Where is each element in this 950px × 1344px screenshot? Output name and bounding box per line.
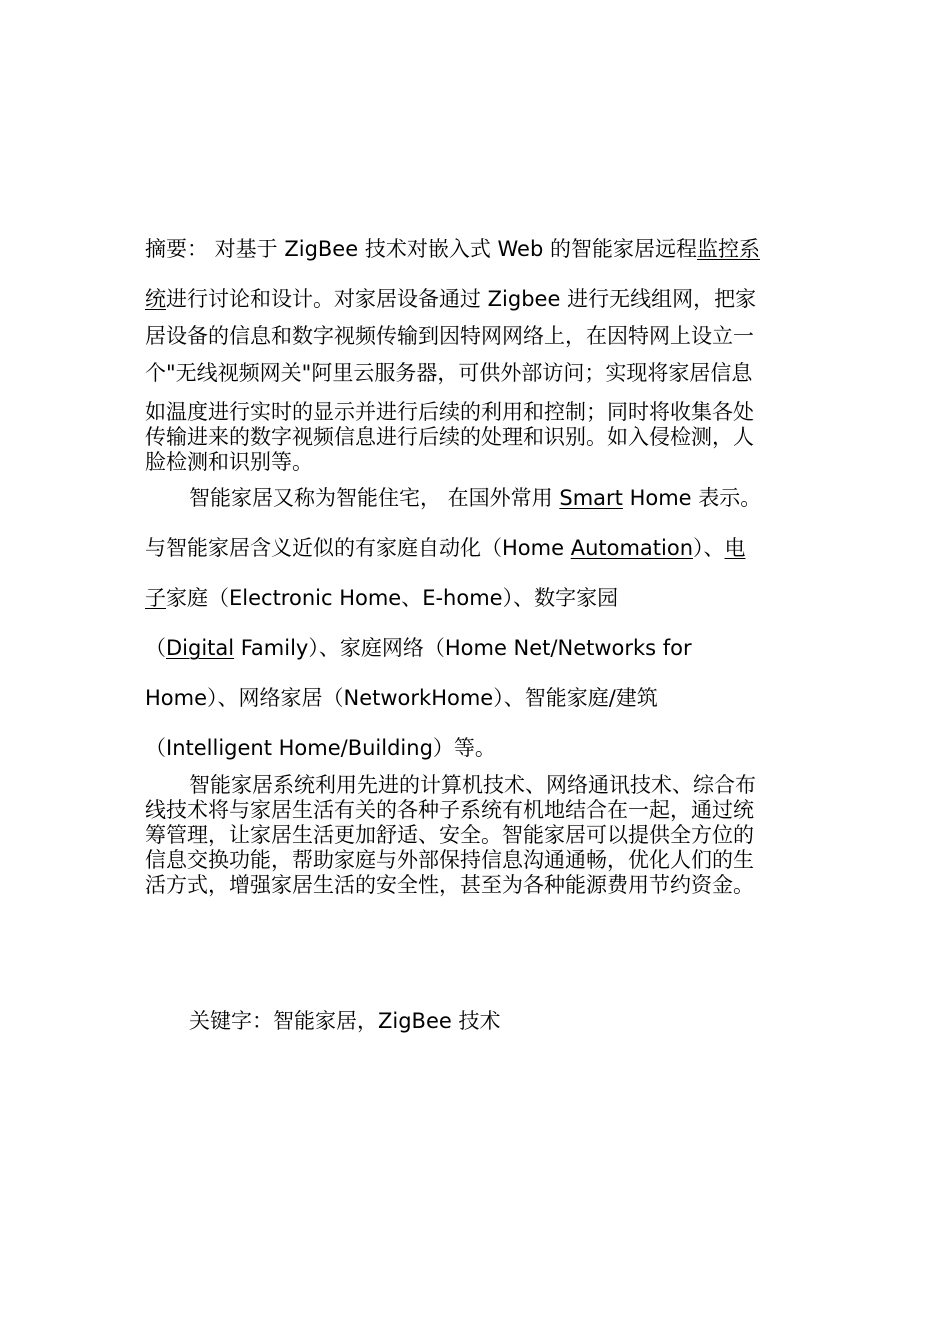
abstract-line-2 [145, 286, 756, 312]
definition-line-2 [145, 535, 746, 561]
definition-line-2-mid: ）、 [693, 536, 725, 560]
digital-link[interactable]: Digital [166, 636, 235, 660]
system-line-5: 活方式，增强家居生活的安全性，甚至为各种能源费用节约资金。 [145, 873, 754, 897]
definition-line-1-pre: 智能家居又称为智能住宅， 在国外常用 [189, 486, 560, 510]
definition-line-4-pre: （ [145, 636, 166, 660]
definition-line-4 [145, 635, 692, 661]
definition-line-1-post: Home 表示。 [622, 486, 762, 510]
abstract-line-3: 居设备的信息和数字视频传输到因特网网络上，在因特网上设立一 [145, 324, 754, 348]
system-line-1: 智能家居系统利用先进的计算机技术、网络通讯技术、综合布 [189, 773, 756, 797]
abstract-line-7: 脸检测和识别等。 [145, 450, 313, 474]
definition-line-1 [189, 485, 761, 511]
abstract-line-4: 个"无线视频网关"阿里云服务器，可供外部访问；实现将家居信息 [145, 361, 753, 385]
smart-link[interactable]: Smart [559, 486, 623, 510]
definition-line-3 [145, 585, 618, 611]
monitoring-system-link[interactable]: 监控系 [696, 237, 760, 261]
definition-line-3-post: 家庭（Electronic Home、E-home）、数字家园 [166, 586, 619, 610]
abstract-line-5: 如温度进行实时的显示并进行后续的利用和控制；同时将收集各处 [145, 400, 754, 424]
electronic-link[interactable]: 电 [724, 536, 746, 560]
system-line-3: 筹管理，让家居生活更加舒适、安全。智能家居可以提供全方位的 [145, 823, 754, 847]
definition-line-4-post: Family）、家庭网络（Home Net/Networks for [234, 636, 692, 660]
abstract-line-2-text: 进行讨论和设计。对家居设备通过 Zigbee 进行无线组网，把家 [166, 287, 757, 311]
definition-line-2-pre: 与智能家居含义近似的有家庭自动化（Home [145, 536, 571, 560]
electronic-link-cont[interactable]: 子 [145, 586, 166, 610]
system-line-4: 信息交换功能，帮助家庭与外部保持信息沟通通畅，优化人们的生 [145, 848, 754, 872]
definition-line-5: Home）、网络家居（NetworkHome）、智能家庭/建筑 [145, 686, 658, 710]
automation-link[interactable]: Automation [570, 536, 694, 560]
system-line-2: 线技术将与家居生活有关的各种子系统有机地结合在一起，通过统 [145, 798, 754, 822]
monitoring-system-link-cont[interactable]: 统 [145, 287, 166, 311]
definition-line-6: （Intelligent Home/Building）等。 [145, 736, 496, 760]
abstract-line-6: 传输进来的数字视频信息进行后续的处理和识别。如入侵检测，人 [145, 425, 754, 449]
keywords-line: 关键字：智能家居，ZigBee 技术 [189, 1009, 501, 1033]
abstract-label: 摘要： [145, 237, 208, 261]
abstract-line-1-text: 对基于 ZigBee 技术对嵌入式 Web 的智能家居远程 [208, 237, 697, 261]
abstract-line-1 [145, 236, 760, 262]
